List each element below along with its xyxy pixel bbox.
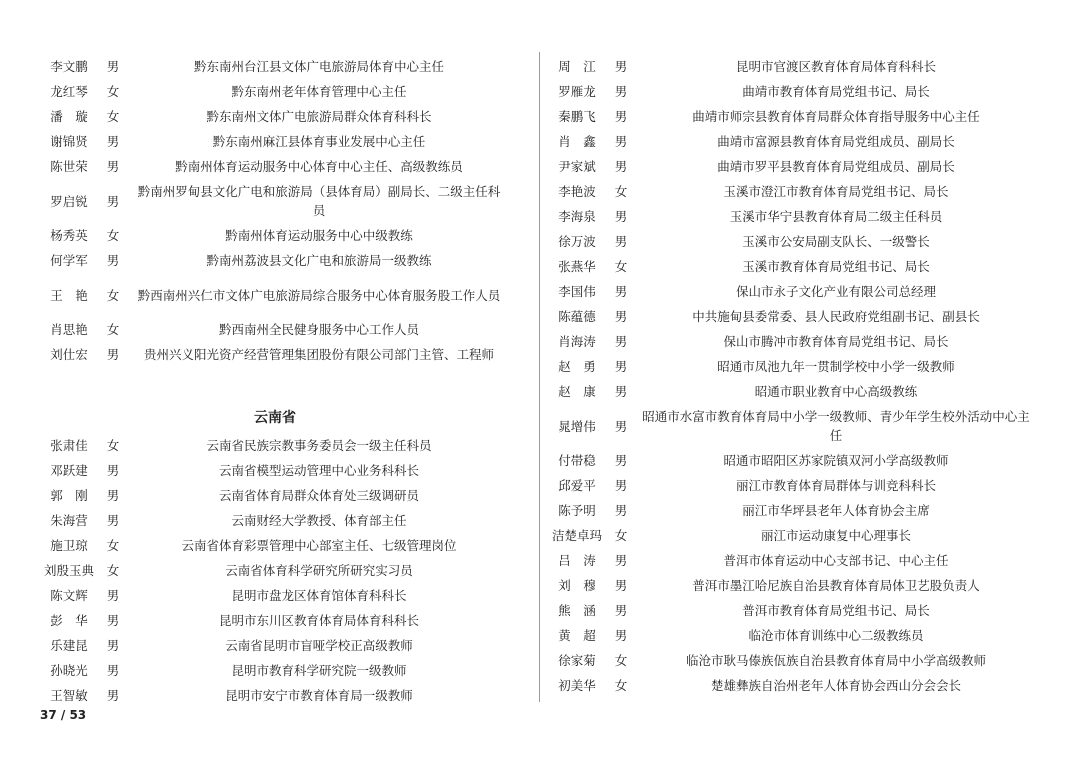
table-row — [548, 623, 1036, 648]
title-cell: 云南财经大学教授、体育部主任 — [231, 513, 407, 528]
name-cell: 陈蕴德 — [558, 309, 596, 324]
name-cell: 乐建昆 — [50, 638, 88, 653]
gender-cell: 男 — [614, 603, 628, 618]
table-row — [40, 658, 510, 683]
gender-cell: 男 — [106, 347, 120, 362]
name-cell: 张燕华 — [558, 259, 596, 274]
title-cell: 云南省体育局群众体育处三级调研员 — [218, 488, 419, 503]
title-cell: 昆明市东川区教育体育局体育科科长 — [218, 613, 419, 628]
gender-cell: 男 — [614, 334, 628, 349]
name-cell: 晁增伟 — [558, 418, 596, 434]
table-row — [40, 458, 510, 483]
title-cell: 曲靖市罗平县教育体育局党组成员、副局长 — [717, 159, 955, 174]
table-row — [40, 54, 510, 79]
title-cell: 曲靖市富源县教育体育局党组成员、副局长 — [717, 134, 955, 149]
name-cell: 陈文辉 — [50, 588, 88, 603]
name-cell: 肖思艳 — [50, 322, 88, 337]
gender-cell: 女 — [614, 528, 628, 543]
title-cell: 黔东南州文体广电旅游局群众体育科科长 — [206, 109, 432, 124]
title-cell: 黔东南州台江县文体广电旅游局体育中心主任 — [193, 59, 444, 74]
name-cell: 洁楚卓玛 — [551, 528, 602, 543]
gender-cell: 男 — [106, 463, 120, 478]
name-cell: 陈予明 — [558, 503, 596, 518]
table-row — [40, 79, 510, 104]
title-cell: 云南省民族宗教事务委员会一级主任科员 — [206, 438, 432, 453]
name-cell: 赵 康 — [558, 384, 596, 399]
name-cell: 王智敏 — [50, 688, 88, 703]
gender-cell: 男 — [614, 418, 628, 434]
name-cell: 徐万波 — [558, 234, 596, 249]
gender-cell: 男 — [614, 209, 628, 224]
table-row — [40, 508, 510, 533]
title-cell: 黔南州体育运动服务中心体育中心主任、高级教练员 — [175, 159, 463, 174]
gender-cell: 男 — [106, 134, 120, 149]
table-row — [40, 129, 510, 154]
gender-cell: 女 — [614, 678, 628, 693]
gender-cell: 男 — [614, 309, 628, 324]
title-cell: 昆明市教育科学研究院一级教师 — [231, 663, 407, 678]
right-column — [548, 54, 1036, 698]
gender-cell: 女 — [106, 228, 120, 243]
name-cell: 彭 华 — [50, 613, 88, 628]
table-row — [40, 248, 510, 273]
name-cell: 罗启锐 — [50, 193, 88, 209]
gender-cell: 男 — [614, 134, 628, 149]
name-cell: 郭 刚 — [50, 488, 88, 503]
table-row — [548, 648, 1036, 673]
table-row — [40, 154, 510, 179]
table-row — [40, 583, 510, 608]
table-row — [40, 104, 510, 129]
table-row — [40, 223, 510, 248]
table-row — [548, 498, 1036, 523]
gender-cell: 女 — [106, 109, 120, 124]
title-cell: 昭通市凤池九年一贯制学校中小学一级教师 — [717, 359, 955, 374]
title-cell: 曲靖市教育体育局党组书记、局长 — [742, 84, 930, 99]
gender-cell: 男 — [106, 513, 120, 528]
title-cell: 普洱市墨江哈尼族自治县教育体育局体卫艺股负责人 — [692, 578, 980, 593]
name-cell: 刘 穆 — [558, 578, 596, 593]
left-bottom-table — [40, 433, 510, 708]
title-cell: 黔南州体育运动服务中心中级教练 — [225, 228, 413, 243]
title-cell: 丽江市运动康复中心理事长 — [760, 528, 911, 543]
title-cell: 云南省体育彩票管理中心部室主任、七级管理岗位 — [181, 538, 457, 553]
name-cell: 朱海营 — [50, 513, 88, 528]
table-row — [548, 204, 1036, 229]
name-cell: 李国伟 — [558, 284, 596, 299]
table-row — [548, 254, 1036, 279]
name-cell: 杨秀英 — [50, 228, 88, 243]
gender-cell: 男 — [614, 359, 628, 374]
name-cell: 刘仕宏 — [50, 347, 88, 362]
gender-cell: 男 — [614, 453, 628, 468]
name-cell: 施卫琼 — [50, 538, 88, 553]
title-cell: 丽江市教育体育局群体与训竞科科长 — [735, 478, 936, 493]
gender-cell: 男 — [106, 253, 120, 268]
title-cell: 临沧市体育训练中心二级教练员 — [748, 628, 924, 643]
title-cell: 玉溪市澄江市教育体育局党组书记、局长 — [723, 184, 949, 199]
gender-cell: 男 — [614, 84, 628, 99]
name-cell: 谢锦贤 — [50, 134, 88, 149]
name-cell: 罗雁龙 — [558, 84, 596, 99]
gender-cell: 女 — [106, 84, 120, 99]
table-row — [548, 379, 1036, 404]
title-cell: 普洱市体育运动中心支部书记、中心主任 — [723, 553, 949, 568]
column-divider — [539, 52, 540, 702]
gender-cell: 男 — [106, 663, 120, 678]
table-row — [548, 548, 1036, 573]
title-cell: 黔东南州老年体育管理中心主任 — [231, 84, 407, 99]
name-cell: 初美华 — [558, 678, 596, 693]
title-cell: 云南省昆明市盲哑学校正高级教师 — [225, 638, 413, 653]
title-cell: 普洱市教育体育局党组书记、局长 — [742, 603, 930, 618]
table-row — [548, 473, 1036, 498]
title-cell: 黔西南州兴仁市文体广电旅游局综合服务中心体育服务股工作人员 — [137, 287, 501, 303]
gender-cell: 男 — [614, 159, 628, 174]
gender-cell: 男 — [614, 628, 628, 643]
title-cell: 昆明市盘龙区体育馆体育科科长 — [231, 588, 407, 603]
name-cell: 李艳波 — [558, 184, 596, 199]
title-cell: 昭通市昭阳区苏家院镇双河小学高级教师 — [723, 453, 949, 468]
gender-cell: 女 — [106, 563, 120, 578]
gender-cell: 男 — [614, 503, 628, 518]
name-cell: 刘殷玉典 — [43, 563, 94, 578]
gender-cell: 女 — [106, 287, 120, 303]
table-row — [40, 608, 510, 633]
gender-cell: 男 — [106, 613, 120, 628]
table-row — [548, 79, 1036, 104]
name-cell: 王 艳 — [50, 287, 88, 303]
title-cell: 云南省体育科学研究所研究实习员 — [225, 563, 413, 578]
name-cell: 孙晓光 — [50, 663, 88, 678]
name-cell: 吕 涛 — [558, 553, 596, 568]
left-column — [40, 54, 510, 708]
title-cell: 丽江市华坪县老年人体育协会主席 — [742, 503, 930, 518]
title-cell: 楚雄彝族自治州老年人体育协会西山分会会长 — [710, 678, 961, 693]
name-cell: 邱爱平 — [558, 478, 596, 493]
name-cell: 赵 勇 — [558, 359, 596, 374]
table-row — [548, 104, 1036, 129]
title-cell: 贵州兴义阳光资产经营管理集团股份有限公司部门主管、工程师 — [143, 347, 494, 362]
title-cell: 保山市永子文化产业有限公司总经理 — [735, 284, 936, 299]
title-cell: 昭通市职业教育中心高级教练 — [754, 384, 918, 399]
gender-cell: 女 — [614, 653, 628, 668]
table-row — [548, 673, 1036, 698]
table-row — [40, 683, 510, 708]
gender-cell: 男 — [614, 553, 628, 568]
name-cell: 肖海涛 — [558, 334, 596, 349]
gender-cell: 男 — [614, 284, 628, 299]
name-cell: 张肃佳 — [50, 438, 88, 453]
gender-cell: 男 — [106, 59, 120, 74]
table-row — [40, 273, 510, 317]
title-cell: 玉溪市教育体育局党组书记、局长 — [742, 259, 930, 274]
gender-cell: 女 — [106, 438, 120, 453]
name-cell: 徐家菊 — [558, 653, 596, 668]
table-row — [548, 229, 1036, 254]
gender-cell: 女 — [106, 322, 120, 337]
table-row — [548, 598, 1036, 623]
title-cell: 黔南州罗甸县文化广电和旅游局（县体育局）副局长、二级主任科员 — [137, 184, 501, 218]
name-cell: 尹家斌 — [558, 159, 596, 174]
table-row — [548, 404, 1036, 448]
province-heading: 云南省 — [254, 410, 296, 426]
name-cell: 付帯稳 — [558, 453, 596, 468]
table-row — [548, 354, 1036, 379]
title-cell: 昆明市安宁市教育体育局一级教师 — [225, 688, 413, 703]
title-cell: 昆明市官渡区教育体育局体育科科长 — [735, 59, 936, 74]
gender-cell: 男 — [106, 688, 120, 703]
table-row — [548, 448, 1036, 473]
name-cell: 邓跃建 — [50, 463, 88, 478]
table-row — [548, 279, 1036, 304]
table-row — [40, 433, 510, 458]
name-cell: 肖 鑫 — [558, 134, 596, 149]
title-cell: 云南省模型运动管理中心业务科科长 — [218, 463, 419, 478]
name-cell: 何学军 — [50, 253, 88, 268]
name-cell: 龙红琴 — [50, 84, 88, 99]
gender-cell: 女 — [106, 538, 120, 553]
left-top-table — [40, 54, 510, 367]
gender-cell: 女 — [614, 184, 628, 199]
table-row — [40, 533, 510, 558]
name-cell: 黄 超 — [558, 628, 596, 643]
title-cell: 昭通市水富市教育体育局中小学一级教师、青少年学生校外活动中心主任 — [642, 409, 1030, 443]
gender-cell: 男 — [614, 384, 628, 399]
gender-cell: 男 — [614, 478, 628, 493]
table-row — [40, 317, 510, 342]
table-row — [548, 154, 1036, 179]
title-cell: 中共施甸县委常委、县人民政府党组副书记、副县长 — [692, 309, 980, 324]
table-row — [40, 558, 510, 583]
gender-cell: 男 — [614, 234, 628, 249]
gender-cell: 男 — [106, 588, 120, 603]
table-row — [548, 573, 1036, 598]
title-cell: 玉溪市华宁县教育体育局二级主任科员 — [729, 209, 943, 224]
gender-cell: 男 — [106, 159, 120, 174]
gender-cell: 男 — [614, 109, 628, 124]
table-row — [40, 483, 510, 508]
title-cell: 临沧市耿马傣族佤族自治县教育体育局中小学高级教师 — [685, 653, 986, 668]
table-row — [548, 129, 1036, 154]
gender-cell: 男 — [106, 638, 120, 653]
title-cell: 黔西南州全民健身服务中心工作人员 — [218, 322, 419, 337]
name-cell: 李海泉 — [558, 209, 596, 224]
title-cell: 黔南州荔波县文化广电和旅游局一级教练 — [206, 253, 432, 268]
name-cell: 潘 璇 — [50, 109, 88, 124]
name-cell: 秦鹏飞 — [558, 109, 596, 124]
page-number: 37 / 53 — [40, 708, 87, 722]
name-cell: 熊 涵 — [558, 603, 596, 618]
table-row — [40, 179, 510, 223]
name-cell: 陈世荣 — [50, 159, 88, 174]
gender-cell: 男 — [614, 578, 628, 593]
table-row — [548, 523, 1036, 548]
table-row — [548, 329, 1036, 354]
table-row — [548, 54, 1036, 79]
table-row — [40, 342, 510, 367]
name-cell: 李文鹏 — [50, 59, 88, 74]
gender-cell: 男 — [106, 488, 120, 503]
title-cell: 曲靖市师宗县教育体育局群众体育指导服务中心主任 — [692, 109, 980, 124]
gender-cell: 女 — [614, 259, 628, 274]
title-cell: 玉溪市公安局副支队长、一级警长 — [742, 234, 930, 249]
table-row — [548, 304, 1036, 329]
title-cell: 保山市腾冲市教育体育局党组书记、局长 — [723, 334, 949, 349]
title-cell: 黔东南州麻江县体育事业发展中心主任 — [212, 134, 426, 149]
name-cell: 周 江 — [558, 59, 596, 74]
table-row — [548, 179, 1036, 204]
gender-cell: 男 — [106, 193, 120, 209]
table-row — [40, 633, 510, 658]
gender-cell: 男 — [614, 59, 628, 74]
right-table — [548, 54, 1036, 698]
